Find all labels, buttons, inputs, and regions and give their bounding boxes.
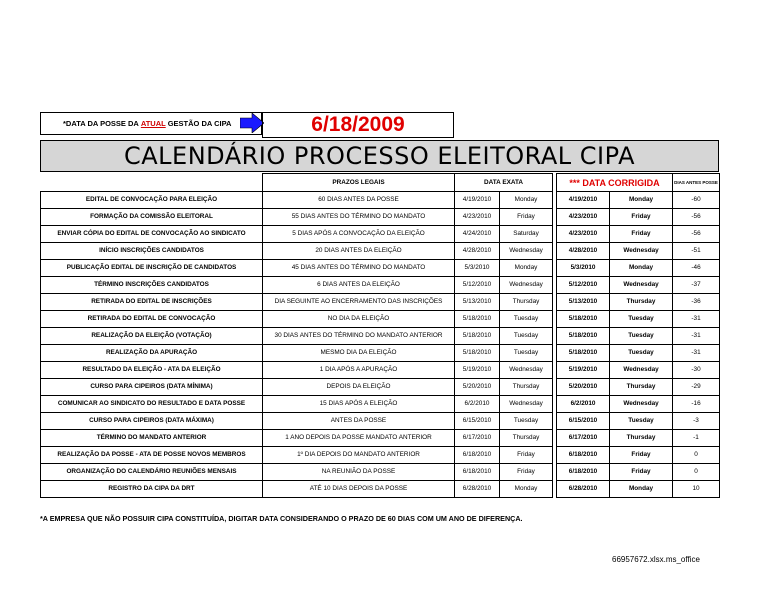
data-corrigida-cell[interactable]: 6/17/2010: [557, 430, 610, 447]
event-cell[interactable]: INÍCIO INSCRIÇÕES CANDIDATOS: [41, 243, 263, 260]
data-corrigida-cell[interactable]: 5/3/2010: [557, 260, 610, 277]
prazo-cell[interactable]: MESMO DIA DA ELEIÇÃO: [263, 345, 455, 362]
prazo-cell[interactable]: 60 DIAS ANTES DA POSSE: [263, 192, 455, 209]
data-corrigida-cell[interactable]: 5/12/2010: [557, 277, 610, 294]
dia-exata-cell[interactable]: Thursday: [500, 294, 553, 311]
data-exata-cell[interactable]: 5/13/2010: [455, 294, 500, 311]
dias-antes-cell[interactable]: -56: [673, 226, 720, 243]
prazo-cell[interactable]: ATÉ 10 DIAS DEPOIS DA POSSE: [263, 481, 455, 498]
dia-corrigido-cell[interactable]: Friday: [610, 226, 673, 243]
prazo-cell[interactable]: 1 DIA APÓS A APURAÇÃO: [263, 362, 455, 379]
event-cell[interactable]: RETIRADA DO EDITAL DE CONVOCAÇÃO: [41, 311, 263, 328]
dia-corrigido-cell[interactable]: Monday: [610, 260, 673, 277]
table-row: [41, 396, 720, 413]
event-cell[interactable]: RESULTADO DA ELEIÇÃO - ATA DA ELEIÇÃO: [41, 362, 263, 379]
table-row: [41, 464, 720, 481]
table-row: [41, 447, 720, 464]
dias-antes-cell[interactable]: -56: [673, 209, 720, 226]
dia-corrigido-cell[interactable]: Wednesday: [610, 396, 673, 413]
dia-corrigido-cell[interactable]: Friday: [610, 209, 673, 226]
dias-antes-cell[interactable]: -31: [673, 345, 720, 362]
dia-corrigido-cell[interactable]: Tuesday: [610, 311, 673, 328]
table-row: [41, 362, 720, 379]
dia-exata-cell[interactable]: Tuesday: [500, 328, 553, 345]
prazo-cell[interactable]: DEPOIS DA ELEIÇÃO: [263, 379, 455, 396]
event-cell[interactable]: CURSO PARA CIPEIROS (DATA MÍNIMA): [41, 379, 263, 396]
dia-exata-cell[interactable]: Friday: [500, 447, 553, 464]
page-title: [40, 140, 719, 172]
data-corrigida-cell[interactable]: 6/18/2010: [557, 464, 610, 481]
dias-antes-cell[interactable]: 0: [673, 464, 720, 481]
table-row: [41, 481, 720, 498]
data-corrigida-cell[interactable]: 6/18/2010: [557, 447, 610, 464]
table-row: [41, 243, 720, 260]
dia-corrigido-cell[interactable]: Tuesday: [610, 328, 673, 345]
posse-label-atual: ATUAL: [140, 119, 166, 128]
event-cell[interactable]: REALIZAÇÃO DA POSSE - ATA DE POSSE NOVOS MEMBROS: [41, 447, 263, 464]
data-exata-cell[interactable]: 4/28/2010: [455, 243, 500, 260]
data-exata-cell[interactable]: 6/2/2010: [455, 396, 500, 413]
data-exata-cell[interactable]: 5/18/2010: [455, 311, 500, 328]
dias-antes-cell[interactable]: 0: [673, 447, 720, 464]
data-corrigida-cell[interactable]: 5/18/2010: [557, 311, 610, 328]
data-corrigida-cell[interactable]: 4/28/2010: [557, 243, 610, 260]
prazo-cell[interactable]: 15 DIAS APÓS A ELEIÇÃO: [263, 396, 455, 413]
footnote: *A EMPRESA QUE NÃO POSSUIR CIPA CONSTITUÍDA, DIGITAR DATA CONSIDERANDO O PRAZO DE 60 DIAS COM UM ANO DE DIFERENÇA.: [40, 514, 523, 523]
dia-exata-cell[interactable]: Friday: [500, 464, 553, 481]
dia-corrigido-cell[interactable]: Monday: [610, 481, 673, 498]
event-cell[interactable]: FORMAÇÃO DA COMISSÃO ELEITORAL: [41, 209, 263, 226]
data-corrigida-cell[interactable]: 5/13/2010: [557, 294, 610, 311]
data-exata-cell[interactable]: 4/19/2010: [455, 192, 500, 209]
data-corrigida-cell[interactable]: 4/19/2010: [557, 192, 610, 209]
event-cell[interactable]: CURSO PARA CIPEIROS (DATA MÁXIMA): [41, 413, 263, 430]
dias-antes-cell[interactable]: -37: [673, 277, 720, 294]
dias-antes-cell[interactable]: -51: [673, 243, 720, 260]
dia-exata-cell[interactable]: Monday: [500, 481, 553, 498]
data-corrigida-cell[interactable]: 5/19/2010: [557, 362, 610, 379]
event-cell[interactable]: REGISTRO DA CIPA DA DRT: [41, 481, 263, 498]
dias-antes-cell[interactable]: -46: [673, 260, 720, 277]
data-exata-cell[interactable]: 6/17/2010: [455, 430, 500, 447]
dia-corrigido-cell[interactable]: Friday: [610, 464, 673, 481]
dia-corrigido-cell[interactable]: Tuesday: [610, 413, 673, 430]
dia-exata-cell[interactable]: Wednesday: [500, 277, 553, 294]
event-cell[interactable]: TÉRMINO INSCRIÇÕES CANDIDATOS: [41, 277, 263, 294]
prazo-cell[interactable]: 55 DIAS ANTES DO TÉRMINO DO MANDATO: [263, 209, 455, 226]
data-exata-cell[interactable]: 5/18/2010: [455, 345, 500, 362]
header-evento: [41, 174, 263, 192]
table-row: [41, 430, 720, 447]
arrow-right-icon: [240, 113, 264, 133]
data-exata-cell[interactable]: 6/18/2010: [455, 447, 500, 464]
event-cell[interactable]: PUBLICAÇÃO EDITAL DE INSCRIÇÃO DE CANDIDATOS: [41, 260, 263, 277]
dias-antes-cell[interactable]: -3: [673, 413, 720, 430]
dia-corrigido-cell[interactable]: Thursday: [610, 379, 673, 396]
dia-corrigido-cell[interactable]: Thursday: [610, 294, 673, 311]
data-corrigida-cell[interactable]: 5/20/2010: [557, 379, 610, 396]
data-corrigida-cell[interactable]: 6/15/2010: [557, 413, 610, 430]
dias-antes-cell[interactable]: -31: [673, 311, 720, 328]
dia-exata-cell[interactable]: Friday: [500, 209, 553, 226]
data-exata-cell[interactable]: 6/18/2010: [455, 464, 500, 481]
dia-corrigido-cell[interactable]: Friday: [610, 447, 673, 464]
header-prazos: PRAZOS LEGAIS: [263, 174, 455, 192]
dias-antes-cell[interactable]: -16: [673, 396, 720, 413]
data-corrigida-cell[interactable]: 4/23/2010: [557, 226, 610, 243]
prazo-cell[interactable]: DIA SEGUINTE AO ENCERRAMENTO DAS INSCRIÇÕES: [263, 294, 455, 311]
table-row: [41, 260, 720, 277]
page-title-text: CALENDÁRIO PROCESSO ELEITORAL CIPA: [123, 142, 635, 170]
table-row: [41, 209, 720, 226]
table-row: [41, 345, 720, 362]
dias-antes-cell[interactable]: 10: [673, 481, 720, 498]
dia-exata-cell[interactable]: Thursday: [500, 379, 553, 396]
data-exata-cell[interactable]: 5/18/2010: [455, 328, 500, 345]
table-row: [41, 328, 720, 345]
dia-exata-cell[interactable]: Wednesday: [500, 362, 553, 379]
file-name: 66957672.xlsx.ms_office: [612, 555, 700, 564]
prazo-cell[interactable]: 1 ANO DEPOIS DA POSSE MANDATO ANTERIOR: [263, 430, 455, 447]
table-row: [41, 294, 720, 311]
dias-antes-cell[interactable]: -36: [673, 294, 720, 311]
dia-exata-cell[interactable]: Tuesday: [500, 311, 553, 328]
dia-exata-cell[interactable]: Saturday: [500, 226, 553, 243]
event-cell[interactable]: ENVIAR CÓPIA DO EDITAL DE CONVOCAÇÃO AO SINDICATO: [41, 226, 263, 243]
posse-date-value: 6/18/2009: [311, 113, 405, 136]
dia-corrigido-cell[interactable]: Tuesday: [610, 345, 673, 362]
dia-exata-cell[interactable]: Tuesday: [500, 345, 553, 362]
table-header-row: [41, 174, 720, 192]
dia-exata-cell[interactable]: Thursday: [500, 430, 553, 447]
prazo-cell[interactable]: 30 DIAS ANTES DO TÉRMINO DO MANDATO ANTERIOR: [263, 328, 455, 345]
prazo-cell[interactable]: 1º DIA DEPOIS DO MANDATO ANTERIOR: [263, 447, 455, 464]
prazo-cell[interactable]: 6 DIAS ANTES DA ELEIÇÃO: [263, 277, 455, 294]
dias-antes-cell[interactable]: -31: [673, 328, 720, 345]
table-row: [41, 413, 720, 430]
data-exata-cell[interactable]: 6/15/2010: [455, 413, 500, 430]
dias-antes-cell[interactable]: -1: [673, 430, 720, 447]
dia-exata-cell[interactable]: Wednesday: [500, 396, 553, 413]
posse-label-before: *DATA DA POSSE DA: [63, 119, 139, 128]
header-dias-antes: DIAS ANTES POSSE: [673, 174, 720, 192]
dia-corrigido-cell[interactable]: Wednesday: [610, 362, 673, 379]
data-exata-cell[interactable]: 5/20/2010: [455, 379, 500, 396]
data-corrigida-cell[interactable]: 6/28/2010: [557, 481, 610, 498]
data-corrigida-cell[interactable]: 6/2/2010: [557, 396, 610, 413]
event-cell[interactable]: RETIRADA DO EDITAL DE INSCRIÇÕES: [41, 294, 263, 311]
dias-antes-cell[interactable]: -30: [673, 362, 720, 379]
dia-exata-cell[interactable]: Tuesday: [500, 413, 553, 430]
event-cell[interactable]: REALIZAÇÃO DA APURAÇÃO: [41, 345, 263, 362]
calendar-table: [40, 173, 720, 498]
data-corrigida-cell[interactable]: 5/18/2010: [557, 328, 610, 345]
event-cell[interactable]: EDITAL DE CONVOCAÇÃO PARA ELEIÇÃO: [41, 192, 263, 209]
event-cell[interactable]: REALIZAÇÃO DA ELEIÇÃO (VOTAÇÃO): [41, 328, 263, 345]
dia-corrigido-cell[interactable]: Wednesday: [610, 243, 673, 260]
data-exata-cell[interactable]: 4/23/2010: [455, 209, 500, 226]
dia-corrigido-cell[interactable]: Thursday: [610, 430, 673, 447]
dia-corrigido-cell[interactable]: Monday: [610, 192, 673, 209]
header-data-corrigida: *** DATA CORRIGIDA: [557, 174, 673, 192]
dias-antes-cell[interactable]: -60: [673, 192, 720, 209]
event-cell[interactable]: COMUNICAR AO SINDICATO DO RESULTADO E DATA POSSE: [41, 396, 263, 413]
data-exata-cell[interactable]: 6/28/2010: [455, 481, 500, 498]
posse-label-box: [40, 112, 262, 135]
data-exata-cell[interactable]: 5/19/2010: [455, 362, 500, 379]
dia-corrigido-cell[interactable]: Wednesday: [610, 277, 673, 294]
posse-label-after: GESTÃO DA CIPA: [167, 119, 232, 128]
data-exata-cell[interactable]: 4/24/2010: [455, 226, 500, 243]
posse-date-field[interactable]: [262, 112, 454, 138]
prazo-cell[interactable]: 45 DIAS ANTES DO TÉRMINO DO MANDATO: [263, 260, 455, 277]
prazo-cell[interactable]: ANTES DA POSSE: [263, 413, 455, 430]
prazo-cell[interactable]: NO DIA DA ELEIÇÃO: [263, 311, 455, 328]
data-corrigida-cell[interactable]: 5/18/2010: [557, 345, 610, 362]
data-exata-cell[interactable]: 5/12/2010: [455, 277, 500, 294]
table-row: [41, 226, 720, 243]
dia-exata-cell[interactable]: Monday: [500, 192, 553, 209]
data-exata-cell[interactable]: 5/3/2010: [455, 260, 500, 277]
event-cell[interactable]: ORGANIZAÇÃO DO CALENDÁRIO REUNIÕES MENSAIS: [41, 464, 263, 481]
table-row: [41, 192, 720, 209]
dia-exata-cell[interactable]: Wednesday: [500, 243, 553, 260]
table-row: [41, 379, 720, 396]
dias-antes-cell[interactable]: -29: [673, 379, 720, 396]
header-data-exata: DATA EXATA: [455, 174, 553, 192]
prazo-cell[interactable]: NA REUNIÃO DA POSSE: [263, 464, 455, 481]
dia-exata-cell[interactable]: Monday: [500, 260, 553, 277]
event-cell[interactable]: TÉRMINO DO MANDATO ANTERIOR: [41, 430, 263, 447]
prazo-cell[interactable]: 20 DIAS ANTES DA ELEIÇÃO: [263, 243, 455, 260]
prazo-cell[interactable]: 5 DIAS APÓS A CONVOCAÇÃO DA ELEIÇÃO: [263, 226, 455, 243]
table-row: [41, 311, 720, 328]
data-corrigida-cell[interactable]: 4/23/2010: [557, 209, 610, 226]
table-row: [41, 277, 720, 294]
